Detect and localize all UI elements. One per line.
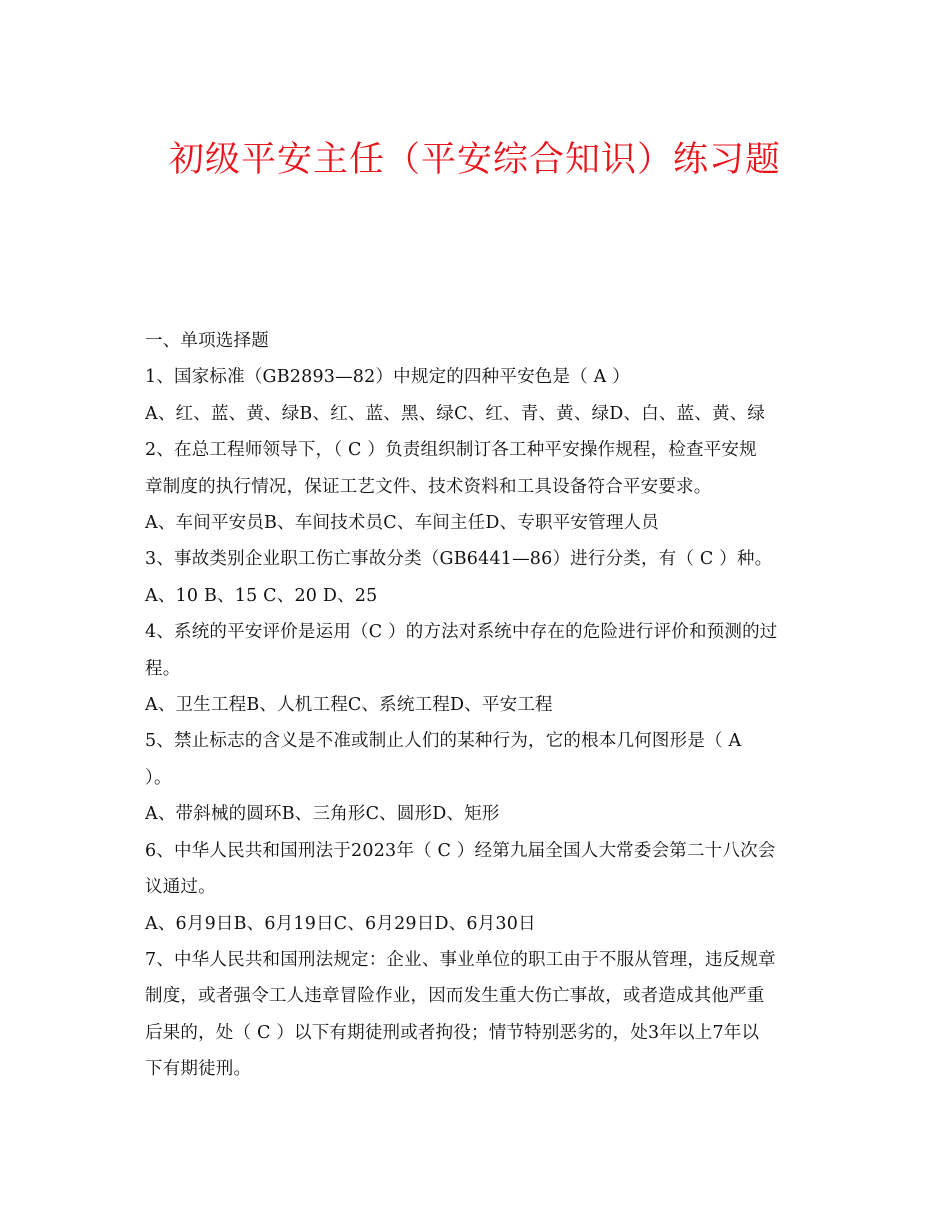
question-4-options: A、卫生工程B、人机工程C、系统工程D、平安工程	[145, 695, 553, 716]
question-6-line-2: 议通过。	[145, 877, 216, 898]
question-5-line-1: 5、禁止标志的含义是不准或制止人们的某种行为，它的根本几何图形是（ A	[145, 731, 742, 752]
question-7-line-1: 7、中华人民共和国刑法规定：企业、事业单位的职工由于不服从管理，违反规章	[145, 949, 776, 970]
question-2-options: A、车间平安员B、车间技术员C、车间主任D、专职平安管理人员	[145, 513, 659, 534]
section-heading: 一、单项选择题	[145, 331, 269, 351]
question-6-options: A、6月9日B、6月19日C、6月29日D、6月30日	[145, 913, 536, 934]
question-7-line-3: 后果的，处（ C ）以下有期徒刑或者拘役；情节特别恶劣的，处3年以上7年以	[145, 1022, 760, 1043]
document-title: 初级平安主任（平安综合知识）练习题	[168, 140, 781, 180]
question-3: 3、事故类别企业职工伤亡事故分类（GB6441—86）进行分类，有（ C ）种。	[145, 549, 773, 570]
question-1: 1、国家标准（GB2893—82）中规定的四种平安色是（ A ）	[145, 367, 630, 388]
question-2-line-2: 章制度的执行情况，保证工艺文件、技术资料和工具设备符合平安要求。	[145, 476, 712, 497]
question-2-line-1: 2、在总工程师领导下，（ C ）负责组织制订各工种平安操作规程，检查平安规	[145, 440, 757, 461]
document-body	[145, 323, 810, 1088]
question-1-options: A、红、蓝、黄、绿B、红、蓝、黑、绿C、红、青、黄、绿D、白、蓝、黄、绿	[145, 403, 766, 424]
question-5-line-2: ）。	[145, 767, 172, 788]
question-4-line-1: 4、系统的平安评价是运用（C ）的方法对系统中存在的危险进行评价和预测的过	[145, 622, 778, 643]
question-4-line-2: 程。	[145, 658, 181, 679]
question-6-line-1: 6、中华人民共和国刑法于2023年（ C ）经第九届全国人大常委会第二十八次会	[145, 840, 776, 861]
question-5-options: A、带斜械的圆环B、三角形C、圆形D、矩形	[145, 804, 500, 825]
question-7-line-4: 下有期徒刑。	[145, 1059, 252, 1080]
question-3-options: A、10 B、15 C、20 D、25	[145, 585, 378, 606]
question-7-line-2: 制度，或者强令工人违章冒险作业，因而发生重大伤亡事故，或者造成其他严重	[145, 986, 765, 1007]
